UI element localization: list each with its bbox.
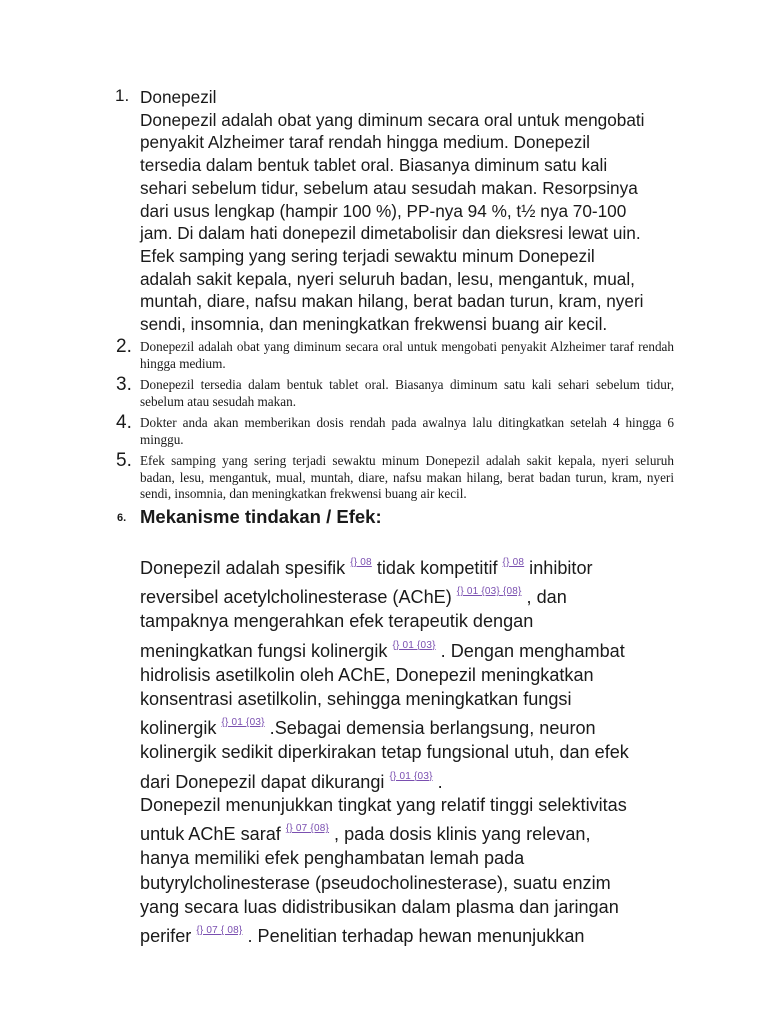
text-line: perifer $^{\{\} 07 \{ 08\}}$ . Penelitian terhadap hewan menunjukkan	[140, 925, 585, 947]
text-line: hidrolisis asetilkolin oleh AChE, Donepezil meningkatkan	[140, 664, 594, 685]
list-number: 2.	[116, 336, 132, 357]
text-line: untuk AChE saraf $^{\{\} 07 \{08\}}$ , pada dosis klinis yang relevan,	[140, 823, 591, 845]
reference-link[interactable]: {} 01 {03}	[392, 639, 436, 651]
text-line: Donepezil menunjukkan tingkat yang relatif tinggi selektivitas	[140, 795, 627, 815]
item-4-text: Dokter anda akan memberikan dosis rendah pada awalnya lalu ditingkatkan setelah 4 hingga 6 minggu.	[140, 415, 674, 447]
reference-link[interactable]: {} 01 {03} {08}	[456, 586, 522, 598]
text-line: meningkatkan fungsi kolinergik $^{\{\} 01 \{03\}}$ . Dengan menghambat	[140, 639, 625, 661]
reference-link[interactable]: {} 08	[350, 557, 372, 568]
item-1-body	[140, 86, 700, 336]
list-number: 1.	[115, 86, 130, 105]
text-line: jam. Di dalam hati donepezil dimetabolisir dan dieksresi lewat uin.	[140, 223, 641, 244]
list-number: 3.	[116, 374, 132, 395]
text-line: Efek samping yang sering terjadi sewaktu minum Donepezil	[140, 245, 595, 266]
mechanism-paragraph-2	[140, 793, 690, 948]
item-3-text: Donepezil tersedia dalam bentuk tablet oral. Biasanya diminum satu kali sehari sebelum tidur, sebelum atau sesudah makan.	[140, 377, 674, 409]
list-number: 6.	[117, 512, 127, 524]
text-line: hanya memiliki efek penghambatan lemah pada	[140, 848, 525, 869]
text-line: Donepezil adalah obat yang diminum secara oral untuk mengobati	[140, 109, 645, 130]
reference-link[interactable]: {} 08	[502, 557, 525, 568]
text-line: tersedia dalam bentuk tablet oral. Biasanya diminum satu kali	[140, 155, 608, 176]
text-line: sehari sebelum tidur, sebelum atau sesudah makan. Resorpsinya	[140, 177, 638, 198]
item-1-title: Donepezil	[140, 87, 217, 107]
text-line: butyrylcholinesterase (pseudocholinesterase), suatu enzim	[140, 872, 611, 893]
text-line: muntah, diare, nafsu makan hilang, berat badan turun, kram, nyeri	[140, 291, 644, 312]
text-line: sendi, insomnia, dan meningkatkan frekwensi buang air kecil.	[140, 314, 608, 335]
reference-link[interactable]: {} 01 {03}	[389, 770, 433, 782]
text-line: yang secara luas didistribusikan dalam plasma dan jaringan	[140, 896, 619, 917]
text-line: penyakit Alzheimer taraf rendah hingga medium. Donepezil	[140, 132, 590, 153]
text-line: kolinergik $^{\{\} 01 \{03\}}$ .Sebagai demensia berlangsung, neuron	[140, 717, 596, 739]
text-line: reversibel acetylcholinesterase (AChE) $^{\{\} 01 \{03\} \{08\}}$ , dan	[140, 586, 567, 608]
text-line: kolinergik sedikit diperkirakan tetap fungsional utuh, dan efek	[140, 742, 629, 763]
text-line: adalah sakit kepala, nyeri seluruh badan, lesu, mengantuk, mual,	[140, 268, 635, 289]
text-line: Donepezil adalah spesifik $^{\{\} 08}$ tidak kompetitif $^{\{\} 08}$ inhibitor	[140, 557, 593, 578]
reference-link[interactable]: {} 07 {08}	[285, 823, 330, 835]
reference-link[interactable]: {} 07 { 08}	[196, 925, 243, 937]
section-heading: Mekanisme tindakan / Efek:	[140, 506, 382, 527]
list-number: 5.	[116, 450, 132, 471]
text-line: dari usus lengkap (hampir 100 %), PP-nya 94 %, t½ nya 70-100	[140, 200, 627, 221]
text-line: konsentrasi asetilkolin, sehingga meningkatkan fungsi	[140, 689, 572, 710]
text-line: tampaknya mengerahkan efek terapeutik dengan	[140, 611, 534, 632]
mechanism-paragraph-1	[140, 551, 690, 794]
list-number: 4.	[116, 412, 132, 433]
reference-link[interactable]: {} 01 {03}	[221, 717, 265, 729]
item-5-text: Efek samping yang sering terjadi sewaktu minum Donepezil adalah sakit kepala, nyeri seluruh badan, lesu, mengantuk, mual, muntah, diare, nafsu makan hilang, berat badan turun, kram, nyeri sendi, insomnia, dan meningkatkan frekwensi buang air kecil.	[140, 453, 674, 501]
item-2-text: Donepezil adalah obat yang diminum secara oral untuk mengobati penyakit Alzheimer taraf rendah hingga medium.	[140, 339, 674, 371]
text-line: dari Donepezil dapat dikurangi $^{\{\} 01 \{03\}}$ .	[140, 770, 443, 792]
